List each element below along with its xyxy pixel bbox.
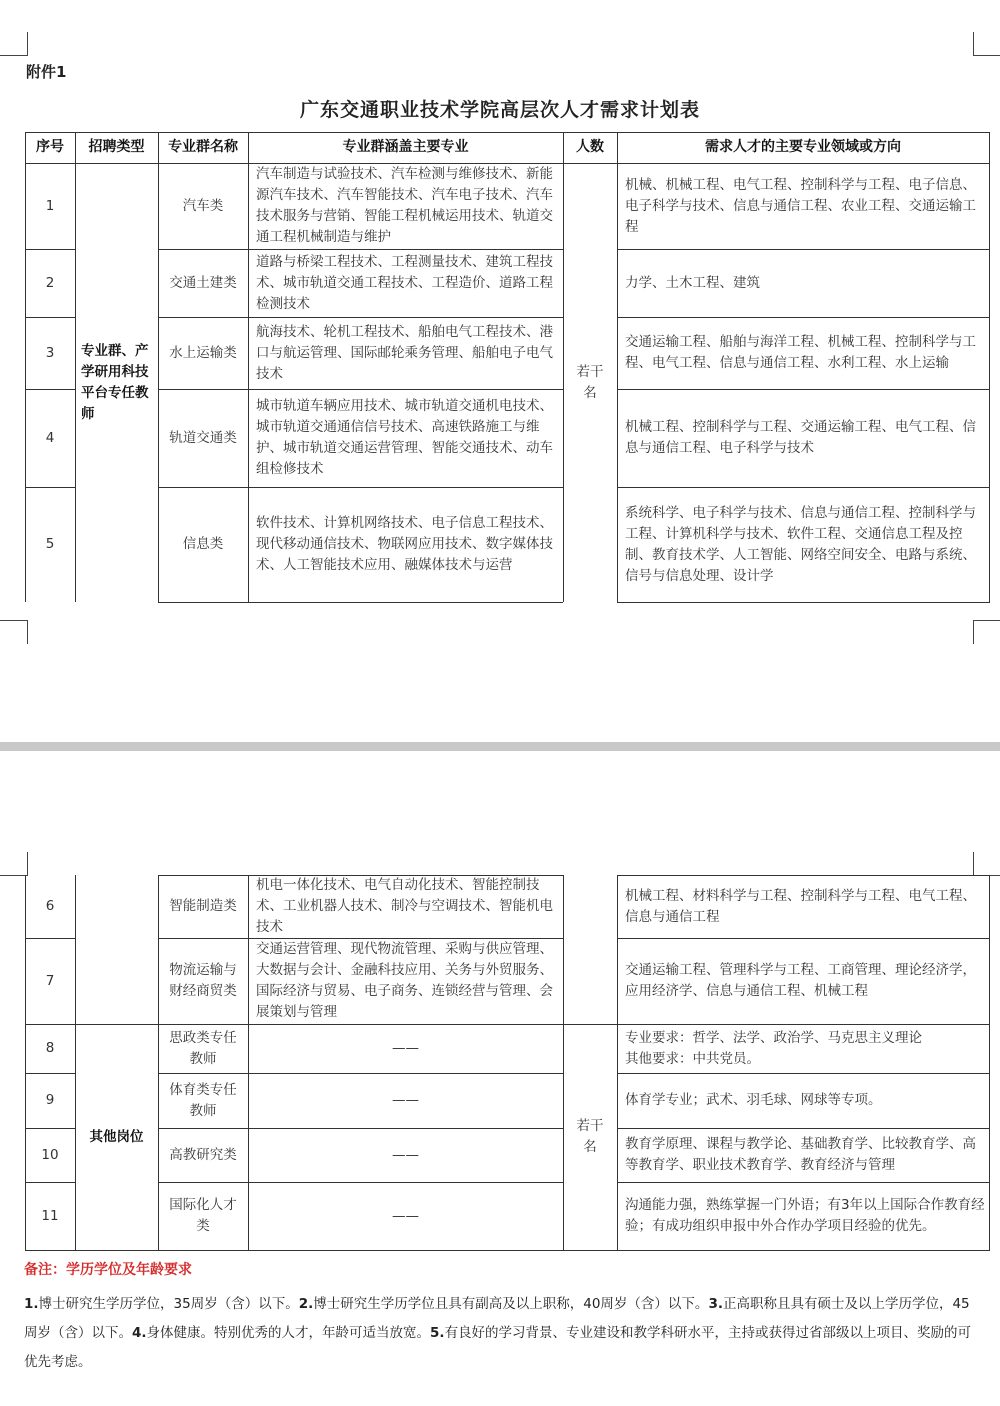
row-number: 11 (41, 1207, 59, 1224)
header-no: 序号 (36, 139, 64, 155)
crop-mark (973, 55, 1000, 56)
row-number: 9 (45, 1092, 55, 1108)
crop-mark (27, 852, 28, 876)
majors-text: —— (392, 1207, 419, 1224)
field-text: 沟通能力强，熟练掌握一门外语；有3年以上国际合作教育经验；有成功组织申报中外合作办学项目经验的优先。 (625, 1197, 985, 1234)
majors-text: —— (392, 1146, 419, 1163)
field-text: 专业要求：哲学、法学、政治学、马克思主义理论 其他要求：中共党员。 (625, 1029, 922, 1067)
note-item: 博士研究生学历学位且具有副高及以上职称，40周岁（含）以下。 (313, 1296, 709, 1312)
group-name: 水上运输类 (169, 344, 237, 361)
group-name: 思政类专任教师 (169, 1029, 237, 1067)
header-type: 招聘类型 (88, 139, 145, 155)
field-text: 机械工程、控制科学与工程、交通运输工程、电气工程、信息与通信工程、电子科学与技术 (625, 419, 976, 456)
header-count: 人数 (576, 139, 604, 155)
note-item: 有良好的学习背景、专业建设和教学科研水平，主持或获得过省部级以上项目、奖励的可优先考虑。 (24, 1325, 972, 1370)
group-name: 国际化人才类 (169, 1197, 237, 1234)
field-text: 交通运输工程、管理科学与工程、工商管理、理论经济学，应用经济学、信息与通信工程、机械工程 (625, 962, 976, 999)
recruit-type-cell: 其他岗位 (89, 1128, 144, 1145)
row-number: 4 (45, 429, 55, 446)
field-text: 体育学专业；武术、羽毛球、网球等专项。 (625, 1092, 882, 1108)
crop-mark (973, 852, 974, 876)
field-text: 力学、土木工程、建筑 (625, 274, 760, 291)
headcount-cell: 若干名 (576, 363, 604, 401)
row-number: 1 (45, 197, 55, 214)
row-number: 5 (45, 536, 55, 552)
headcount-cell: 若干名 (576, 1118, 604, 1155)
majors-text: —— (392, 1040, 419, 1056)
recruit-type-cell: 专业群、产学研用科技平台专任教师 (81, 342, 149, 422)
group-name: 信息类 (182, 536, 224, 552)
field-text: 系统科学、电子科学与技术、信息与通信工程、控制科学与工程、计算机科学与技术、软件工程、交通信息工程及控制、教育技术学、人工智能、网络空间安全、电路与系统、信号与信息处理、设计学 (625, 504, 976, 584)
group-name: 物流运输与财经商贸类 (169, 962, 237, 999)
group-name: 汽车类 (182, 197, 224, 214)
crop-mark (973, 620, 1000, 621)
crop-mark (973, 620, 974, 644)
group-name: 体育类专任教师 (169, 1081, 237, 1119)
majors-text: —— (392, 1092, 419, 1108)
row-number: 6 (45, 898, 55, 914)
group-name: 交通土建类 (169, 274, 237, 291)
majors-text: 航海技术、轮机工程技术、船舶电气工程技术、港口与航运管理、国际邮轮乘务管理、船舶电子电气技术 (256, 323, 553, 382)
crop-mark (0, 620, 27, 621)
note-item: 身体健康。特别优秀的人才，年龄可适当放宽。 (146, 1325, 431, 1341)
row-number: 10 (41, 1146, 59, 1163)
note-title: 备注：学历学位及年龄要求 (24, 1262, 192, 1278)
group-name: 高教研究类 (169, 1146, 237, 1163)
header-field: 需求人才的主要专业领域或方向 (705, 139, 901, 155)
row-number: 3 (45, 344, 55, 361)
field-text: 机械工程、材料科学与工程、控制科学与工程、电气工程、信息与通信工程 (625, 887, 976, 925)
majors-text: 城市轨道车辆应用技术、城市轨道交通机电技术、城市轨道交通通信信号技术、高速铁路施工与维护、城市轨道交通运营管理、智能交通技术、动车组检修技术 (256, 398, 553, 477)
crop-mark (0, 875, 27, 876)
crop-mark (973, 32, 974, 56)
note-item: 博士研究生学历学位，35周岁（含）以下。 (38, 1296, 299, 1312)
page-divider (0, 742, 1000, 751)
crop-mark (0, 55, 27, 56)
majors-text: 汽车制造与试验技术、汽车检测与维修技术、新能源汽车技术、汽车智能技术、汽车电子技术、汽车技术服务与营销、智能工程机械运用技术、轨道交通工程机械制造与维护 (256, 166, 553, 245)
majors-text: 道路与桥梁工程技术、工程测量技术、建筑工程技术、城市轨道交通工程技术、工程造价、道路工程检测技术 (256, 253, 553, 312)
header-group: 专业群名称 (168, 139, 238, 155)
crop-mark (27, 620, 28, 644)
majors-text: 软件技术、计算机网络技术、电子信息工程技术、现代移动通信技术、物联网应用技术、数字媒体技术、人工智能技术应用、融媒体技术与运营 (256, 515, 553, 573)
page-title: 广东交通职业技术学院高层次人才需求计划表 (299, 99, 700, 121)
row-number: 2 (45, 274, 55, 291)
row-number: 8 (45, 1040, 55, 1056)
crop-mark (27, 32, 28, 56)
header-majors: 专业群涵盖主要专业 (342, 139, 469, 155)
note-item: 正高职称且具有硕士及以上学历学位，45周岁（含）以下。 (24, 1296, 970, 1341)
note-body: 1.博士研究生学历学位，35周岁（含）以下。2.博士研究生学历学位且具有副高及以上职称，40周岁（含）以下。3.正高职称且具有硕士及以上学历学位，45周岁（含）以下。4.身体健康。特别优秀的人才，年龄可适当放宽。5.有良好的学习背景、专业建设和教学科研水平，主持或获得过省部级以上项目、奖励的可优先考虑。 (24, 1296, 972, 1370)
annex-label: 附件1 (26, 63, 67, 81)
majors-text: 交通运营管理、现代物流管理、采购与供应管理、大数据与会计、金融科技应用、关务与外贸服务、国际经济与贸易、电子商务、连锁经营与管理、会展策划与管理 (256, 941, 553, 1020)
majors-text: 机电一体化技术、电气自动化技术、智能控制技术、工业机器人技术、制冷与空调技术、智能机电技术 (256, 877, 553, 935)
row-number: 7 (45, 972, 55, 989)
field-text: 教育学原理、课程与教学论、基础教育学、比较教育学、高等教育学、职业技术教育学、教育经济与管理 (625, 1136, 976, 1173)
group-name: 轨道交通类 (169, 429, 237, 446)
group-name: 智能制造类 (169, 898, 237, 914)
field-text: 交通运输工程、船舶与海洋工程、机械工程、控制科学与工程、电气工程、信息与通信工程、水利工程、水上运输 (625, 334, 976, 371)
field-text: 机械、机械工程、电气工程、控制科学与工程、电子信息、电子科学与技术、信息与通信工程、农业工程、交通运输工程 (625, 176, 976, 235)
